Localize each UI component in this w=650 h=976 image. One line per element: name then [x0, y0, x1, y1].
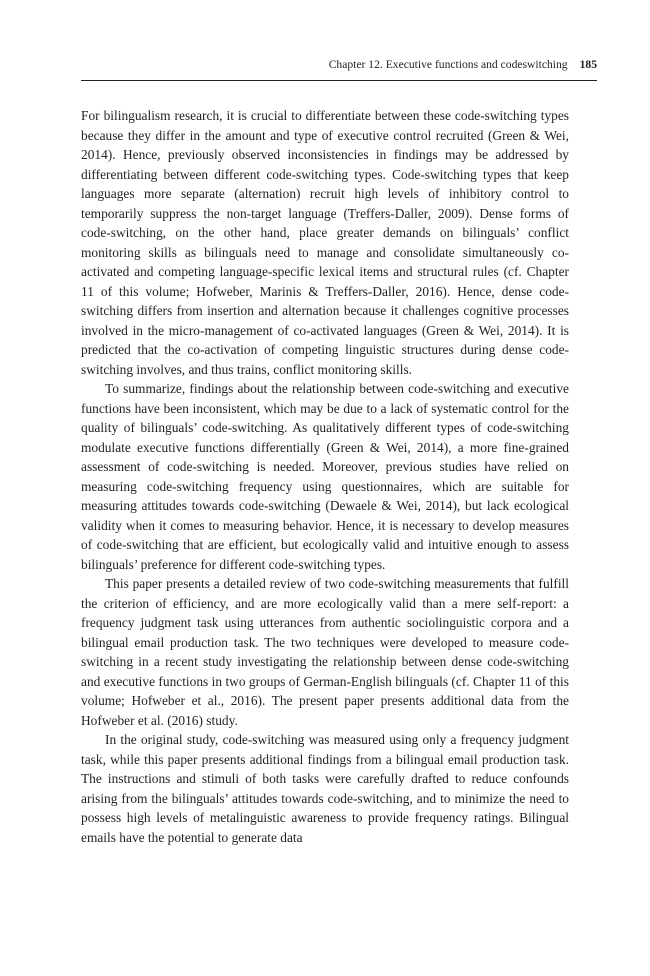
paragraph: For bilingualism research, it is crucial to differentiate between these code-switching types because they differ in the amount and type of executive control recruited (Green & Wei, 2014). Hence, previously observed inconsistencies in findings may be addressed by differentiating between different code-switching types. Code-switching types that keep languages more separate (alternation) recruit high levels of inhibitory control to temporarily suppress the non-target language (Treffers-Daller, 2009). Dense forms of code-switching, on the other hand, place greater demands on bilinguals’ conflict monitoring skills as bilinguals need to manage and consolidate simultaneously co-activated and competing language-specific lexical items and structural rules (cf. Chapter 11 of this volume; Hofweber, Marinis & Treffers-Daller, 2016). Hence, dense code-switching differs from insertion and alternation because it challenges cognitive processes involved in the micro-management of co-activated languages (Green & Wei, 2014). It is predicted that the co-activation of competing linguistic structures during dense code-switching involves, and thus trains, conflict monitoring skills.	[81, 108, 569, 377]
header-rule	[81, 80, 597, 81]
running-head	[81, 57, 597, 73]
paragraph: This paper presents a detailed review of two code-switching measurements that fulfill the criterion of efficiency, and are more ecologically valid than a mere self-report: a frequency judgment task using utterances from authentic sociolinguistic corpora and a bilingual email production task. The two techniques were developed to measure code-switching in a recent study investigating the relationship between dense code-switching and executive functions in two groups of German-English bilinguals (cf. Chapter 11 of this volume; Hofweber et al., 2016). The present paper presents additional data from the Hofweber et al. (2016) study.	[81, 576, 569, 728]
page-number: 185	[579, 58, 597, 71]
running-title: Chapter 12. Executive functions and codeswitching	[328, 58, 568, 71]
paragraph: To summarize, findings about the relationship between code-switching and executive functions have been inconsistent, which may be due to a lack of systematic control for the quality of bilinguals’ code-switching. As qualitatively different types of code-switching modulate executive functions differentially (Green & Wei, 2014), a more fine-grained assessment of code-switching is needed. Moreover, previous studies have relied on measuring code-switching frequency using questionnaires, which are suitable for measuring attitudes towards code-switching (Dewaele & Wei, 2014), but lack ecological validity when it comes to measuring behavior. Hence, it is necessary to develop measures of code-switching that are efficient, but ecologically valid and intuitive enough to assess bilinguals’ preference for different code-switching types.	[81, 381, 569, 572]
body-text	[81, 106, 569, 847]
paragraph: In the original study, code-switching was measured using only a frequency judgment task, while this paper presents additional findings from a bilingual email production task. The instructions and stimuli of both tasks were carefully drafted to reduce confounds arising from the bilinguals’ attitudes towards code-switching, and to minimize the need to possess high levels of metalinguistic awareness to provide frequency ratings. Bilingual emails have the potential to generate data	[81, 732, 569, 845]
